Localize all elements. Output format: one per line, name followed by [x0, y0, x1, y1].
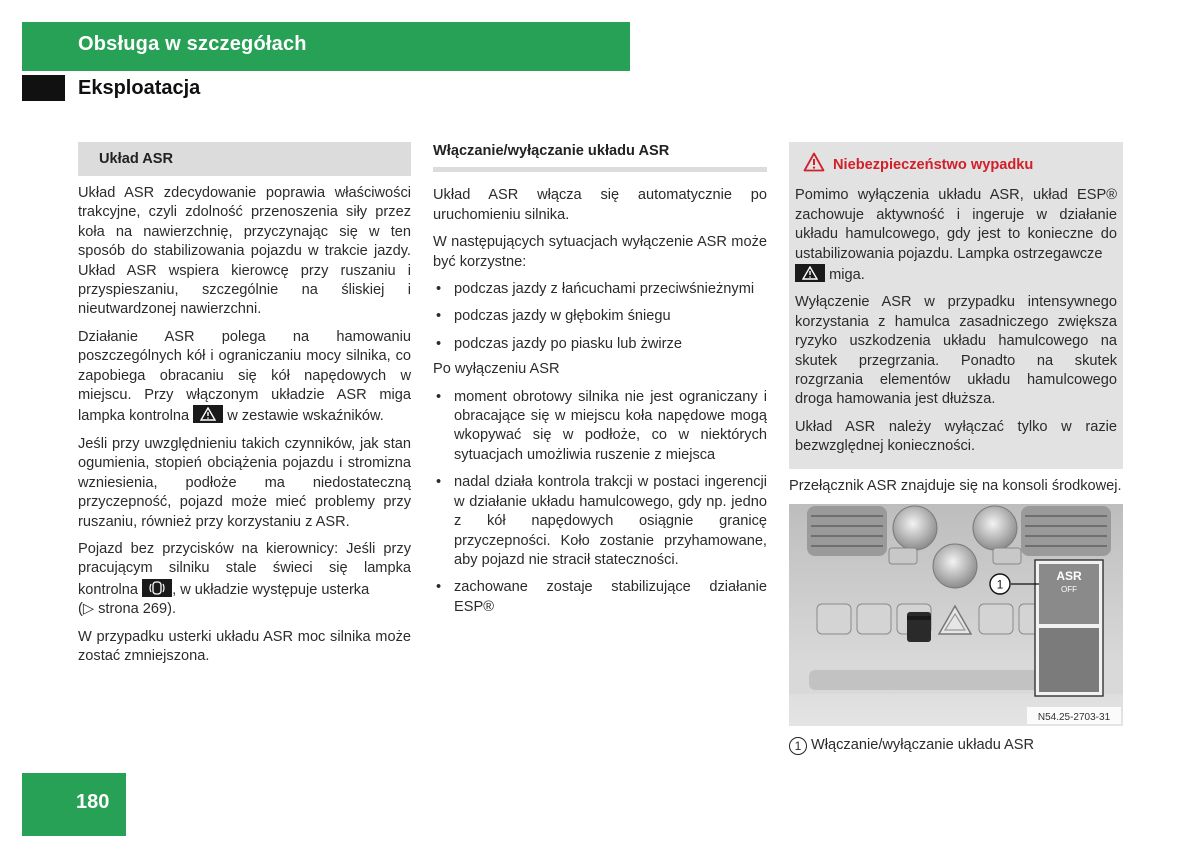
paragraph: Układ ASR należy wyłączać tylko w razie bezwzględnej konieczności.: [795, 418, 1117, 455]
figure-caption: [789, 736, 1123, 755]
page-number: 180: [76, 791, 110, 813]
caption-number: 1: [789, 737, 807, 755]
list-item: • podczas jazdy w głębokim śniegu: [433, 307, 767, 326]
paragraph: Układ ASR zdecydowanie poprawia właściwości trakcyjne, czyli zdolność przenoszenia siły przez koła na nawierzchnię, przyczynając się w ten sposób do stabilizowania pojazdu w trakcie jazdy. Układ ASR wspiera kierowcę przy ruszaniu i przyspieszaniu, szczególnie na śliskiej i nieutwardzonej nawierzchni.: [78, 185, 411, 318]
bullet-list-effects: [433, 388, 767, 617]
paragraph: Pomimo wyłączenia układu ASR, układ ESP® zachowuje aktywność i ingeruje w działanie układu hamulcowego, gdy jest to konieczne do ustabilizowania pojazdu. Lampka ostrzegawcze miga.: [795, 187, 1117, 284]
paragraph: W następujących sytuacjach wyłączenie ASR może być korzystne:: [433, 234, 767, 270]
warning-box: [789, 142, 1123, 469]
paragraph: Jeśli przy uwzględnieniu takich czynników, jak stan ogumienia, stopień obciążenia pojazdu i stromizna wzniesienia, podłoże ma niedostateczną przyczepność, pojazd może mieć problemy przy ruszaniu, również przy korzystaniu z ASR.: [78, 435, 411, 530]
paragraph: Po wyłączeniu ASR: [433, 361, 560, 378]
section-header-bar: [22, 22, 630, 71]
column-left: [78, 142, 411, 674]
list-item: • podczas jazdy z łańcuchami przeciwśnieżnymi: [433, 280, 767, 299]
console-illustration: [789, 504, 1123, 726]
list-item: • moment obrotowy silnika nie jest ograniczany i obracające się w miejscu koła napędowe mogą wkopywać się w podłoże, co w niektórych sytuacjach umożliwia ruszenie z miejsca: [433, 388, 767, 466]
asr-indicator-lamp-icon: [193, 405, 223, 423]
warning-header: [803, 152, 1117, 178]
paragraph: Działanie ASR polega na hamowaniu poszczególnych kół i ograniczaniu mocy silnika, co zapobiega obracaniu się kół napędowych w miejscu. Przy włączonym układzie ASR miga lampka kontrolna w zestawie wskaźników.: [78, 328, 411, 425]
column-middle: [433, 142, 767, 625]
section-title: Obsługa w szczegółach: [78, 33, 307, 55]
paragraph: Układ ASR włącza się automatycznie po uruchomieniu silnika.: [433, 187, 767, 223]
asr-box-title: Układ ASR: [99, 151, 174, 167]
page-reference-link[interactable]: (▷ strona 269).: [78, 601, 177, 618]
paragraph: Pojazd bez przycisków na kierownicy: Jeśli przy pracującym silniku stale świeci się lampka kontrolna , w układzie występuje usterka (▷ strona 269).: [78, 540, 411, 618]
wheel-malfunction-lamp-icon: [142, 579, 172, 597]
paragraph: Przełącznik ASR znajduje się na konsoli środkowej.: [789, 477, 1122, 494]
subsection-marker: [22, 75, 65, 101]
paragraph: Wyłączenie ASR w przypadku intensywnego korzystania z hamulca zasadniczego zwiększa ryzyko uszkodzenia układu hamulcowego na skutek przegrzania. Ponadto na skutek rozgrzania elementów układu hamulcowego droga hamowania jest dłuższa.: [795, 294, 1117, 408]
subsection-title: Eksploatacja: [78, 77, 201, 99]
callout-number: 1: [996, 577, 1004, 592]
warning-lamp-icon: [795, 264, 825, 282]
asr-box-header: [78, 142, 411, 176]
console-photo: [789, 504, 1123, 726]
page-number-box: [22, 773, 126, 836]
warning-triangle-icon: [803, 152, 825, 178]
asr-label: ASR: [1056, 569, 1082, 584]
off-label: OFF: [1061, 585, 1077, 595]
figure-code: N54.25-2703-31: [1037, 712, 1111, 724]
asr-toggle-heading: Włączanie/wyłączanie układu ASR: [433, 142, 767, 172]
caption-text: Włączanie/wyłączanie układu ASR: [811, 737, 1035, 754]
column-right: [789, 142, 1123, 756]
list-item: • nadal działa kontrola trakcji w postaci ingerencji w działanie układu hamulcowego, gdy np. jedno z kół napędowych osiągnie granicę przyczepności. Koło zostanie przyhamowane, aby pojazd nie stracił stateczności.: [433, 473, 767, 570]
warning-title: Niebezpieczeństwo wypadku: [833, 156, 1034, 173]
bullet-list-situations: [433, 280, 767, 354]
list-item: • zachowane zostaje stabilizujące działanie ESP®: [433, 578, 767, 617]
list-item: • podczas jazdy po piasku lub żwirze: [433, 335, 767, 354]
paragraph: W przypadku usterki układu ASR moc silnika może zostać zmniejszona.: [78, 628, 411, 664]
